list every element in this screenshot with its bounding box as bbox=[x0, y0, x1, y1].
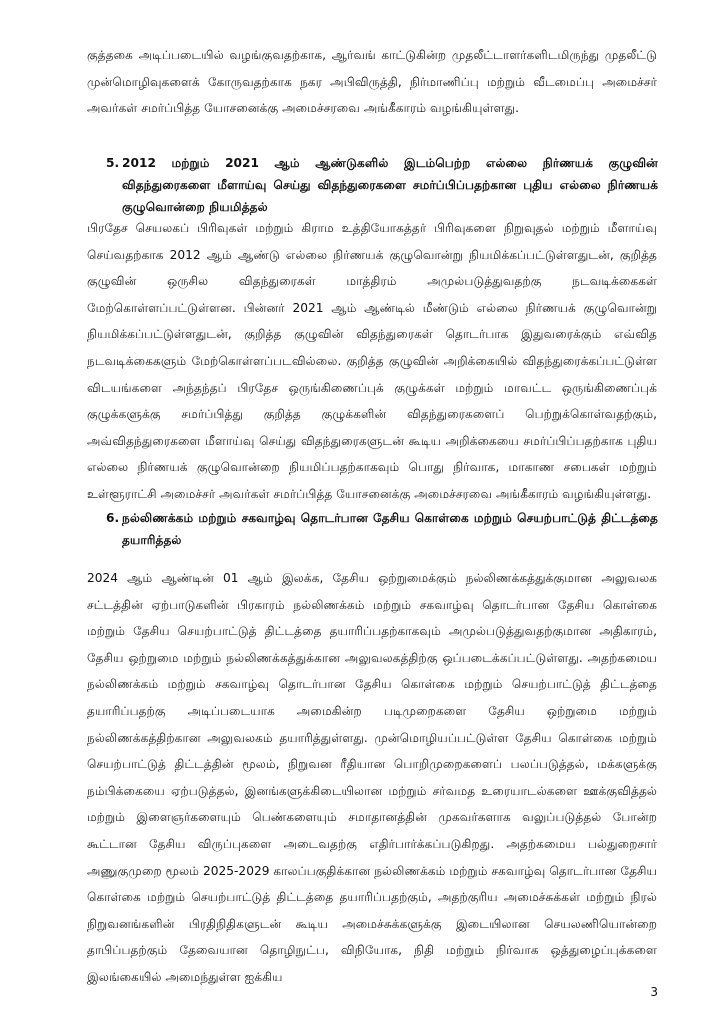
section-5-title: 2012 மற்றும் 2021 ஆம் ஆண்டுகளில் இடம்பெற்ற எல்லை நிர்ணயக் குழுவின் விதந்துரைகளை மீளாய்வு செய்து விதந்துரைகளை சமர்ப்பிப்பதற்கான புதிய எல்லை நிர்ணயக் குழுவொன்றை நியமித்தல் bbox=[122, 156, 658, 214]
section-6-number: 6. bbox=[106, 511, 120, 525]
section-5-heading bbox=[106, 152, 658, 218]
intro-paragraph: குத்தகை அடிப்படையில் வழங்குவதற்காக, ஆர்வங் காட்டுகின்ற முதலீட்டாளர்களிடமிருந்து முதலீட்டு முன்மொழிவுகளைக் கோருவதற்காக நகர அபிவிருத்தி, நிர்மாணிப்பு மற்றும் வீடமைப்பு அமைச்சர் அவர்கள் சமர்ப்பித்த யோசனைக்கு அமைச்சரவை அங்கீகாரம் வழங்கியுள்ளது. bbox=[87, 48, 657, 116]
section-6-heading bbox=[106, 507, 658, 551]
page-number: 3 bbox=[650, 985, 658, 999]
section-5-body: பிரதேச செயலகப் பிரிவுகள் மற்றும் கிராம உத்தியோகத்தர் பிரிவுகளை நிறுவுதல் மற்றும் மீளாய்வு செய்வதற்காக 2012 ஆம் ஆண்டு எல்லை நிர்ணயக் குழுவொன்று நியமிக்கப்பட்டுள்ளதுடன், குறித்த குழுவின் ஒருசில விதந்துரைகள் மாத்திரம் அமுல்படுத்துவதற்கு நடவடிக்கைகள் மேற்கொள்ளப்பட்டுள்ளன. பின்னர் 2021 ஆம் ஆண்டில் மீண்டும் எல்லை நிர்ணயக் குழுவொன்று நியமிக்கப்பட்டுள்ளதுடன், குறித்த குழுவின் விதந்துரைகள் தொடர்பாக இதுவரைக்கும் எவ்வித நடவடிக்கைகளும் மேற்கொள்ளப்படவில்லை. குறித்த குழுவின் அறிக்கையில் விதந்துரைக்கப்பட்டுள்ள விடயங்களை அந்தந்தப் பிரதேச ஒருங்கிணைப்புக் குழுக்கள் மற்றும் மாவட்ட ஒருங்கிணைப்புக் குழுக்களுக்கு சமர்ப்பித்து குறித்த குழுக்களின் விதந்துரைகளைப் பெற்றுக்கொள்வதற்கும், அவ்விதந்துரைகளை மீளாய்வு செய்து விதந்துரைகளுடன் கூடிய அறிக்கையை சமர்ப்பிப்பதற்காக புதிய எல்லை நிர்ணயக் குழுவொன்றை நியமிப்பதற்காகவும் பொது நிர்வாக, மாகாண சபைகள் மற்றும் உள்ளூராட்சி அமைச்சர் அவர்கள் சமர்ப்பித்த யோசனைக்கு அமைச்சரவை அங்கீகாரம் வழங்கியுள்ளது. bbox=[87, 221, 657, 501]
section-5-number: 5. bbox=[106, 156, 120, 170]
section-6-title: நல்லிணக்கம் மற்றும் சகவாழ்வு தொடர்பான தேசிய கொள்கை மற்றும் செயற்பாட்டுத் திட்டத்தை தயாரித்தல் bbox=[122, 511, 658, 547]
section-6-body: 2024 ஆம் ஆண்டின் 01 ஆம் இலக்க, தேசிய ஒற்றுமைக்கும் நல்லிணக்கத்துக்குமான அலுவலக சட்டத்தின் ஏற்பாடுகளின் பிரகாரம் நல்லிணக்கம் மற்றும் சகவாழ்வு தொடர்பான தேசிய கொள்கை மற்றும் தேசிய செயற்பாட்டுத் திட்டத்தை தயாரிப்பதற்காகவும் அமுல்படுத்துவதற்குமான அதிகாரம், தேசிய ஒற்றுமை மற்றும் நல்லிணக்கத்துக்கான அலுவலகத்திற்கு ஒப்படைக்கப்பட்டுள்ளது. அதற்கமைய நல்லிணக்கம் மற்றும் சகவாழ்வு தொடர்பான தேசிய கொள்கை மற்றும் செயற்பாட்டுத் திட்டத்தை தயாரிப்பதற்கு அடிப்படையாக அமைகின்ற படிமுறைகளை தேசிய ஒற்றுமை மற்றும் நல்லிணக்கத்திற்கான அலுவலகம் தயாரித்துள்ளது. முன்மொழியப்பட்டுள்ள தேசிய கொள்கை மற்றும் செயற்பாட்டுத் திட்டத்தின் மூலம், நிறுவன ரீதியான பொறிமுறைகளைப் பலப்படுத்தல், மக்களுக்கு நம்பிக்கையை ஏற்படுத்தல், இனங்களுக்கிடையிலான மற்றும் சர்வமத உரையாடல்களை ஊக்குவித்தல் மற்றும் இளைஞர்களையும் பெண்களையும் சமாதானத்தின் முகவர்களாக வலுப்படுத்தல் போன்ற கூட்டான தேசிய விருப்புகளை அடைவதற்கு எதிர்பார்க்கப்படுகிறது. அதற்கமைய பல்துறைசார் அணுகுமுறை மூலம் 2025-2029 காலப்பகுதிக்கான நல்லிணக்கம் மற்றும் சகவாழ்வு தொடர்பான தேசிய கொள்கை மற்றும் செயற்பாட்டுத் திட்டத்தை தயாரிப்பதற்கும், அதற்குரிய அமைச்சுக்கள் மற்றும் நிரல் நிறுவனங்களின் பிரதிநிதிகளுடன் கூடிய அமைச்சுக்களுக்கு இடையிலான செயலணியொன்றை தாபிப்பதற்கும் தேவையான தொழிநுட்ப, விநியோக, நிதி மற்றும் நிர்வாக ஒத்துழைப்புக்களை இலங்கையில் அமைந்துள்ள ஐக்கிய bbox=[87, 571, 657, 984]
